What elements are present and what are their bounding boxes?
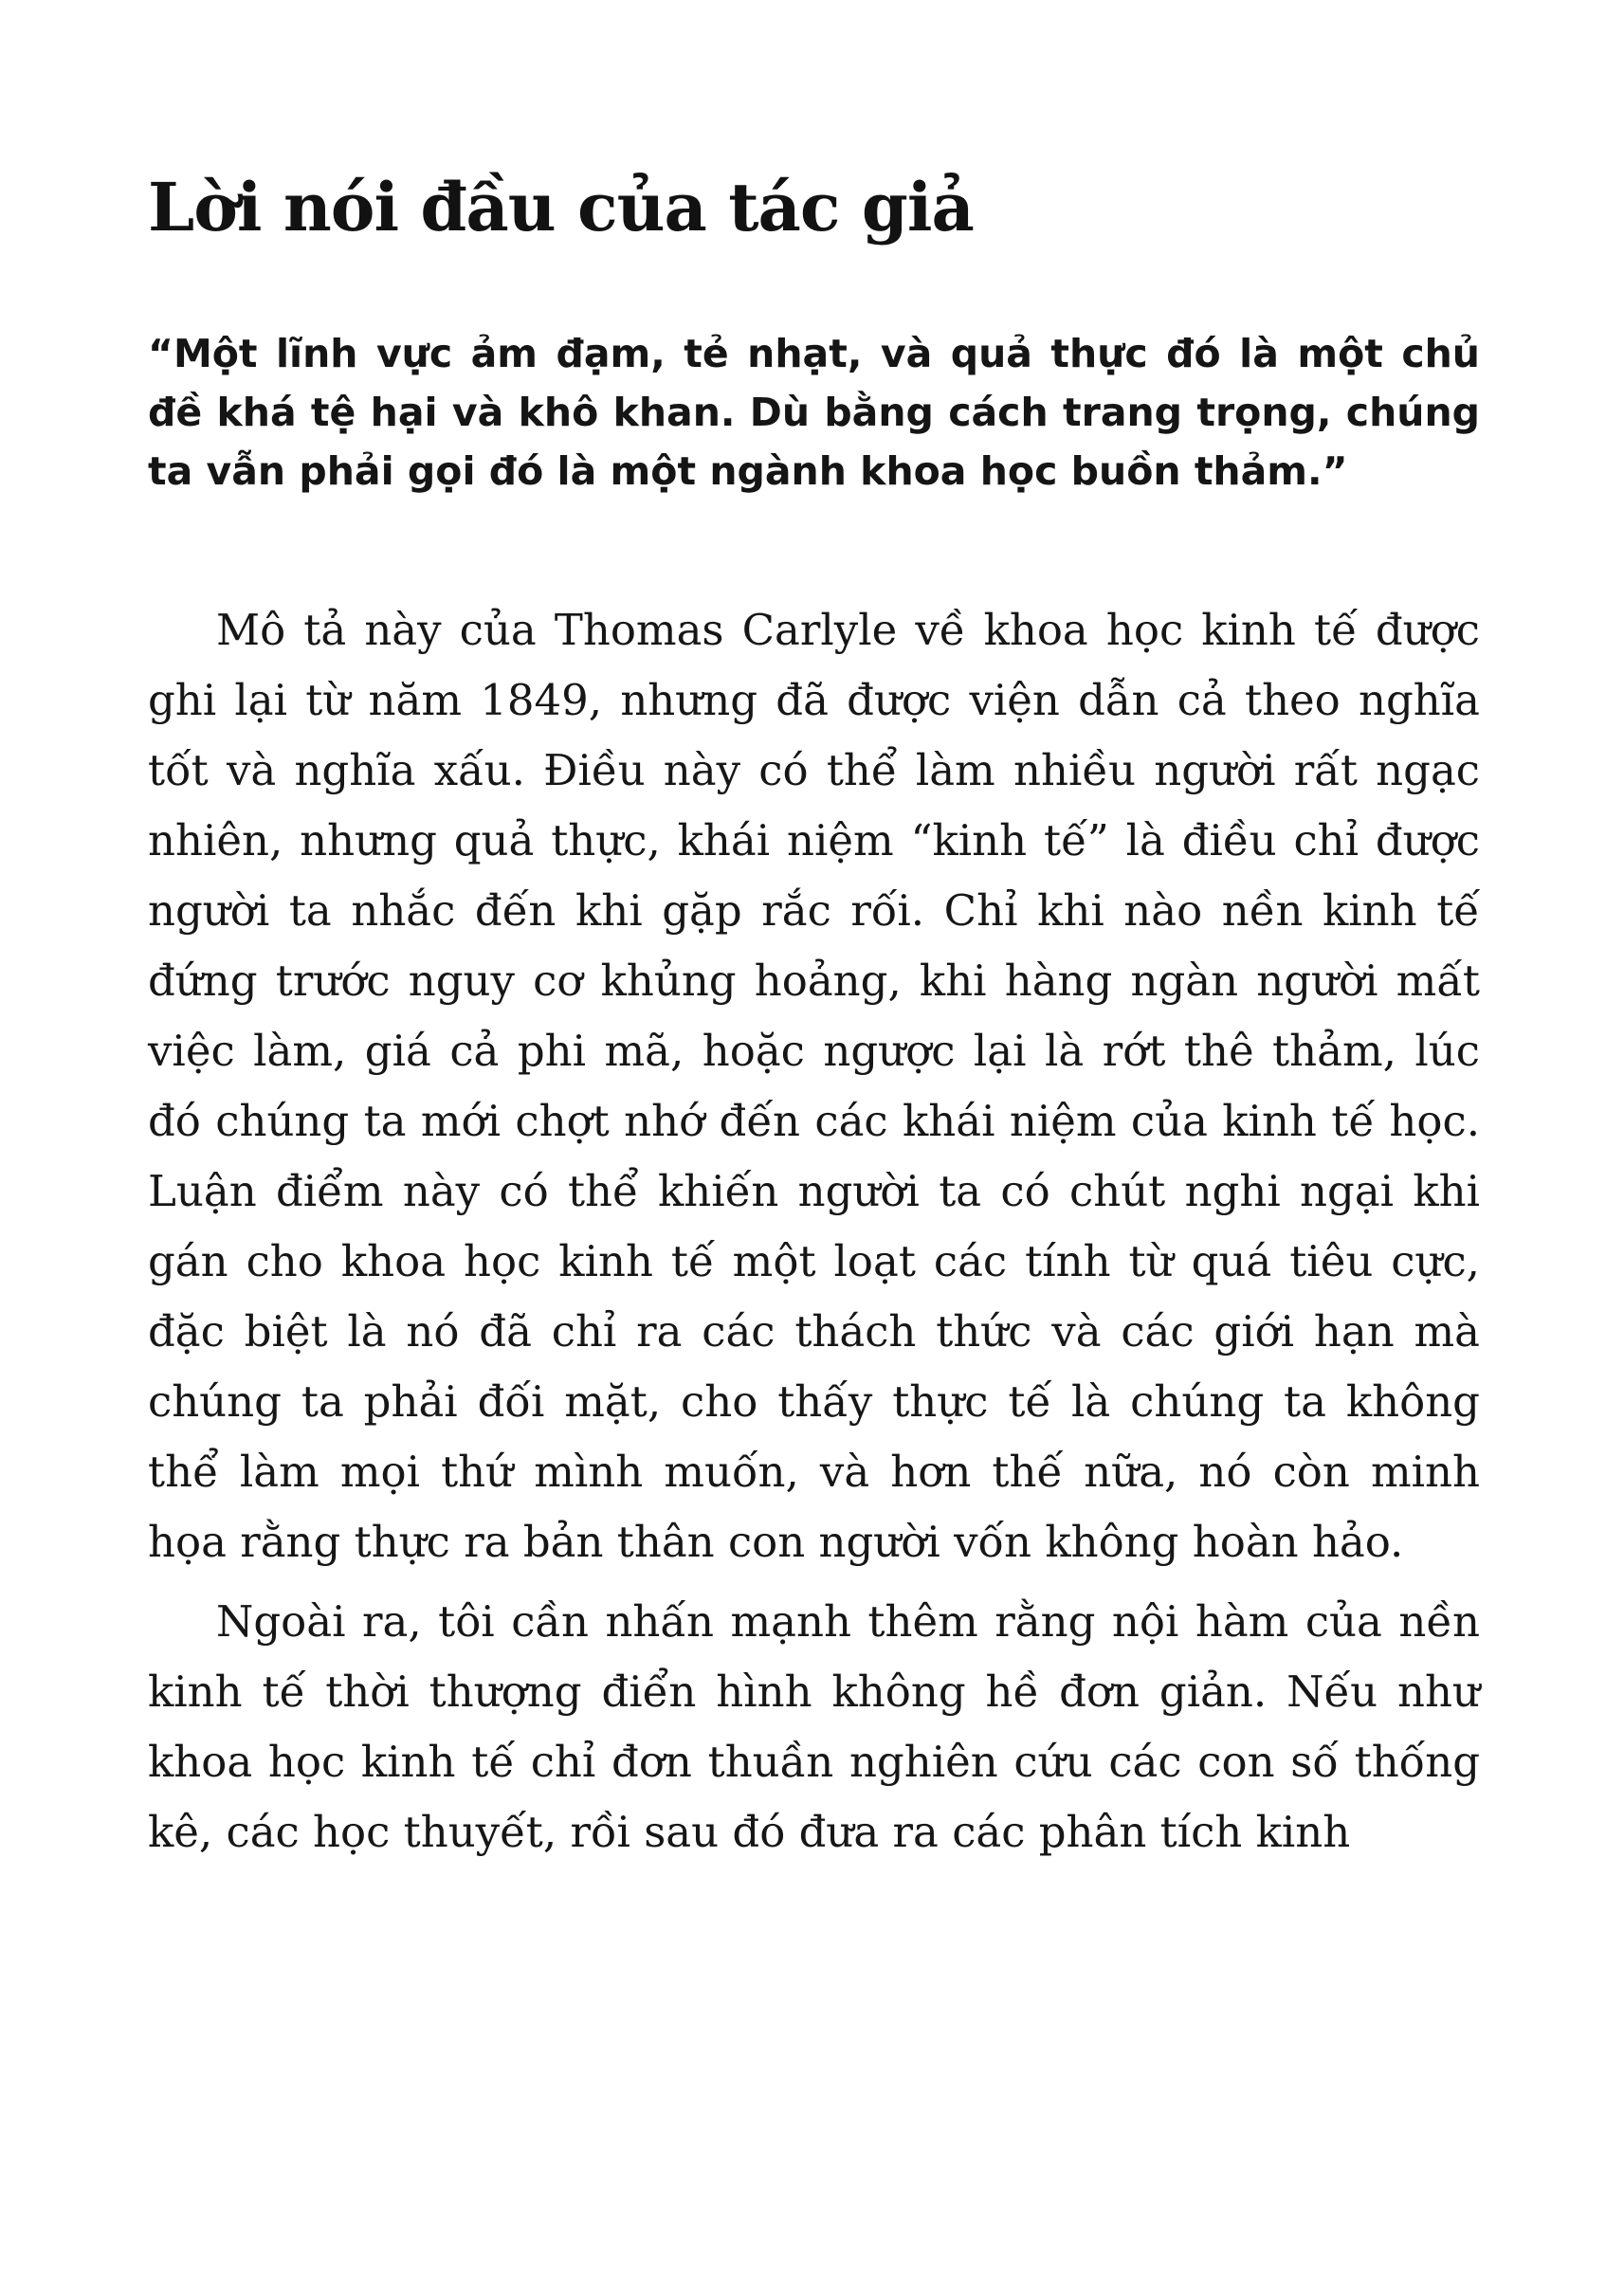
body-paragraph-1: Mô tả này của Thomas Carlyle về khoa học kinh tế được ghi lại từ năm 1849, nhưng đã được viện dẫn cả theo nghĩa tốt và nghĩa xấu. Điều này có thể làm nhiều người rất ngạc nhiên, nhưng quả thực, khái niệm “kinh tế” là điều chỉ được người ta nhắc đến khi gặp rắc rối. Chỉ khi nào nền kinh tế đứng trước nguy cơ khủng hoảng, khi hàng ngàn người mất việc làm, giá cả phi mã, hoặc ngược lại là rớt thê thảm, lúc đó chúng ta mới chợt nhớ đến các khái niệm của kinh tế học. Luận điểm này có thể khiến người ta có chút nghi ngại khi gán cho khoa học kinh tế một loạt các tính từ quá tiêu cực, đặc biệt là nó đã chỉ ra các thách thức và các giới hạn mà chúng ta phải đối mặt, cho thấy thực tế là chúng ta không thể làm mọi thứ mình muốn, và hơn thế nữa, nó còn minh họa rằng thực ra bản thân con người vốn không hoàn hảo. [148,604,1480,1567]
page-title: Lời nói đầu của tác giả [148,168,974,246]
body-text [148,595,1480,1867]
epigraph-quote: “Một lĩnh vực ảm đạm, tẻ nhạt, và quả thực đó là một chủ đề khá tệ hại và khô khan. Dù bằng cách trang trọng, chúng ta vẫn phải gọi đó là một ngành khoa học buồn thảm.” [148,330,1480,494]
body-paragraph-2: Ngoài ra, tôi cần nhấn mạnh thêm rằng nội hàm của nền kinh tế thời thượng điển hình không hề đơn giản. Nếu như khoa học kinh tế chỉ đơn thuần nghiên cứu các con số thống kê, các học thuyết, rồi sau đó đưa ra các phân tích kinh [148,1595,1480,1857]
